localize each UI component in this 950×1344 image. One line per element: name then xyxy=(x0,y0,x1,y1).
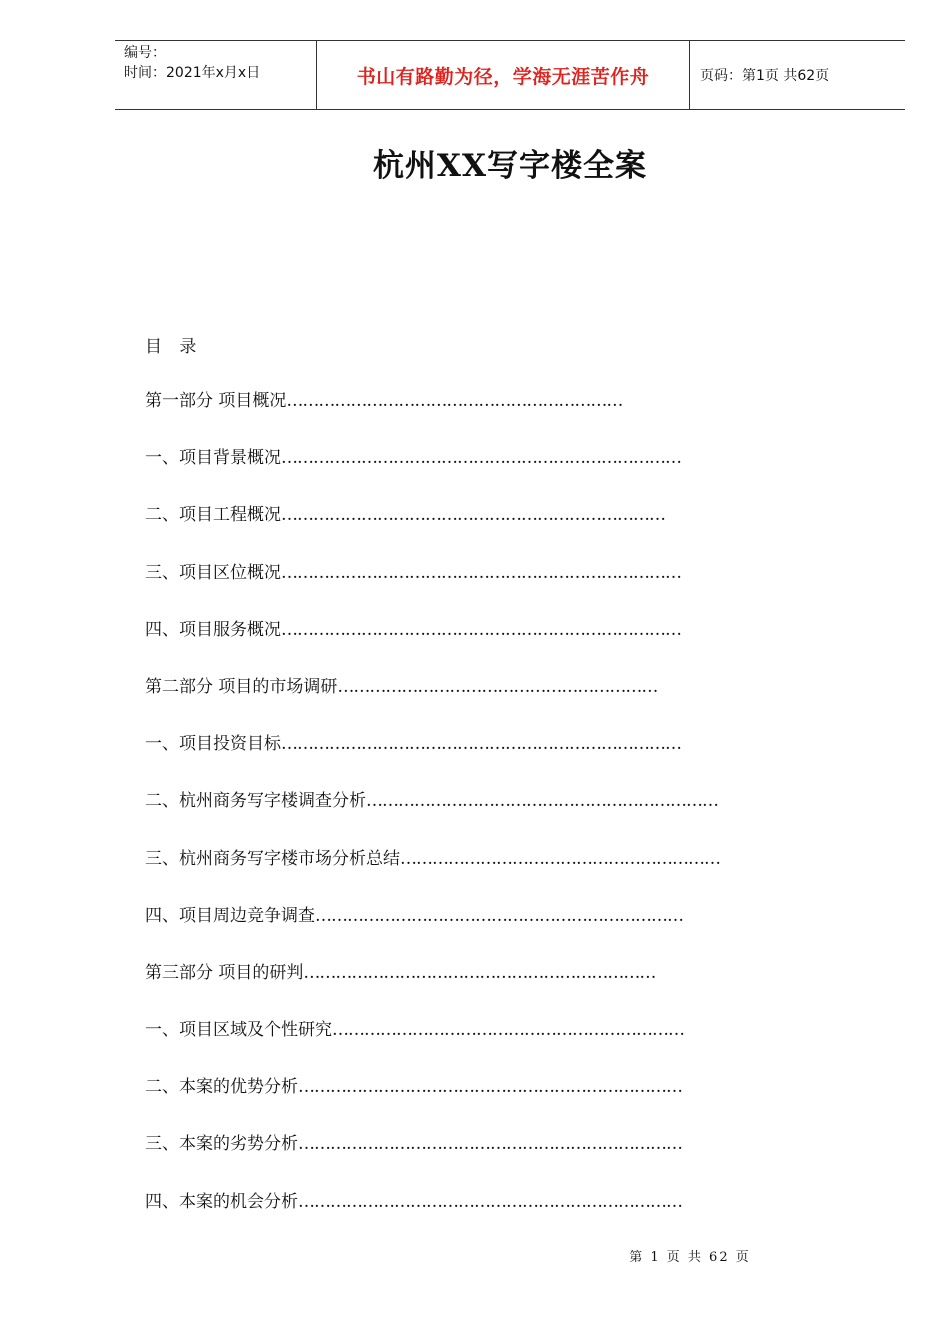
header-motto xyxy=(316,41,690,109)
toc-entry[interactable] xyxy=(145,1133,720,1190)
toc-entry-label: 二、本案的优势分析 xyxy=(145,1077,298,1098)
header-page-info xyxy=(690,41,905,109)
toc-entry-label: 四、项目服务概况 xyxy=(145,619,281,640)
toc-entry-label: 第三部分 项目的研判 xyxy=(145,962,304,983)
toc-entry[interactable] xyxy=(145,848,720,905)
toc-entry-label: 二、项目工程概况 xyxy=(145,505,281,526)
toc-entry[interactable] xyxy=(145,905,720,962)
header-number-label: 编号： xyxy=(124,45,166,61)
toc-entry[interactable] xyxy=(145,619,720,676)
toc-entry-label: 四、项目周边竞争调查 xyxy=(145,905,315,926)
toc-entry[interactable] xyxy=(145,790,720,847)
table-of-contents xyxy=(145,390,720,1248)
header-motto-text: 书山有路勤为径，学海无涯苦作舟 xyxy=(356,65,650,88)
toc-entry-leader-dots: …………………………………………………………… xyxy=(315,905,683,926)
toc-entry-leader-dots: ………………………………………………………………… xyxy=(281,562,681,583)
document-title: 杭州XX写字楼全案 xyxy=(372,148,648,184)
toc-heading: 目 录 xyxy=(145,337,203,357)
toc-entry-label: 第二部分 项目的市场调研 xyxy=(145,676,338,697)
header-page-info-text: 页码：第1页 共62页 xyxy=(700,68,830,84)
toc-entry[interactable] xyxy=(145,504,720,561)
header-meta xyxy=(115,41,316,109)
toc-entry[interactable] xyxy=(145,1019,720,1076)
toc-entry-leader-dots: ……………………………………………………… xyxy=(286,391,623,411)
toc-entry[interactable] xyxy=(145,1076,720,1133)
header-time-label: 时间：2021年x月x日 xyxy=(124,65,261,81)
toc-entry-label: 三、项目区位概况 xyxy=(145,562,281,583)
toc-entry[interactable] xyxy=(145,447,720,504)
toc-entry[interactable] xyxy=(145,676,720,733)
toc-entry-leader-dots: ………………………………………………………… xyxy=(366,791,718,812)
toc-entry-leader-dots: ……………………………………………………………… xyxy=(281,505,665,526)
toc-entry-leader-dots: ……………………………………………………………… xyxy=(298,1134,682,1155)
toc-entry-label: 第一部分 项目概况 xyxy=(145,391,287,411)
toc-entry-leader-dots: ……………………………………………………………… xyxy=(298,1191,682,1212)
toc-entry-leader-dots: ………………………………………………………………… xyxy=(281,448,681,469)
toc-entry-leader-dots: ………………………………………………………………… xyxy=(281,734,681,755)
page-footer: 第 1 页 共 62 页 xyxy=(629,1250,751,1265)
toc-entry-leader-dots: ………………………………………………………………… xyxy=(281,619,681,640)
toc-entry[interactable] xyxy=(145,1191,720,1248)
toc-entry-leader-dots: ………………………………………………………… xyxy=(303,962,656,983)
toc-entry[interactable] xyxy=(145,390,720,447)
toc-entry-label: 二、杭州商务写字楼调查分析 xyxy=(145,791,366,812)
toc-entry-label: 三、本案的劣势分析 xyxy=(145,1134,298,1155)
toc-entry-label: 一、项目投资目标 xyxy=(145,734,281,755)
toc-entry-label: 一、项目区域及个性研究 xyxy=(145,1020,332,1041)
toc-entry-label: 一、项目背景概况 xyxy=(145,448,281,469)
toc-entry-leader-dots: …………………………………………………… xyxy=(337,676,658,697)
toc-entry[interactable] xyxy=(145,562,720,619)
page-header xyxy=(115,40,905,110)
toc-entry[interactable] xyxy=(145,733,720,790)
toc-entry-leader-dots: ………………………………………………………… xyxy=(332,1020,684,1041)
toc-entry-label: 四、本案的机会分析 xyxy=(145,1191,298,1212)
toc-entry-leader-dots: …………………………………………………… xyxy=(400,848,720,869)
toc-entry-leader-dots: ……………………………………………………………… xyxy=(298,1077,682,1098)
toc-entry-label: 三、杭州商务写字楼市场分析总结 xyxy=(145,848,400,869)
toc-entry[interactable] xyxy=(145,962,720,1019)
